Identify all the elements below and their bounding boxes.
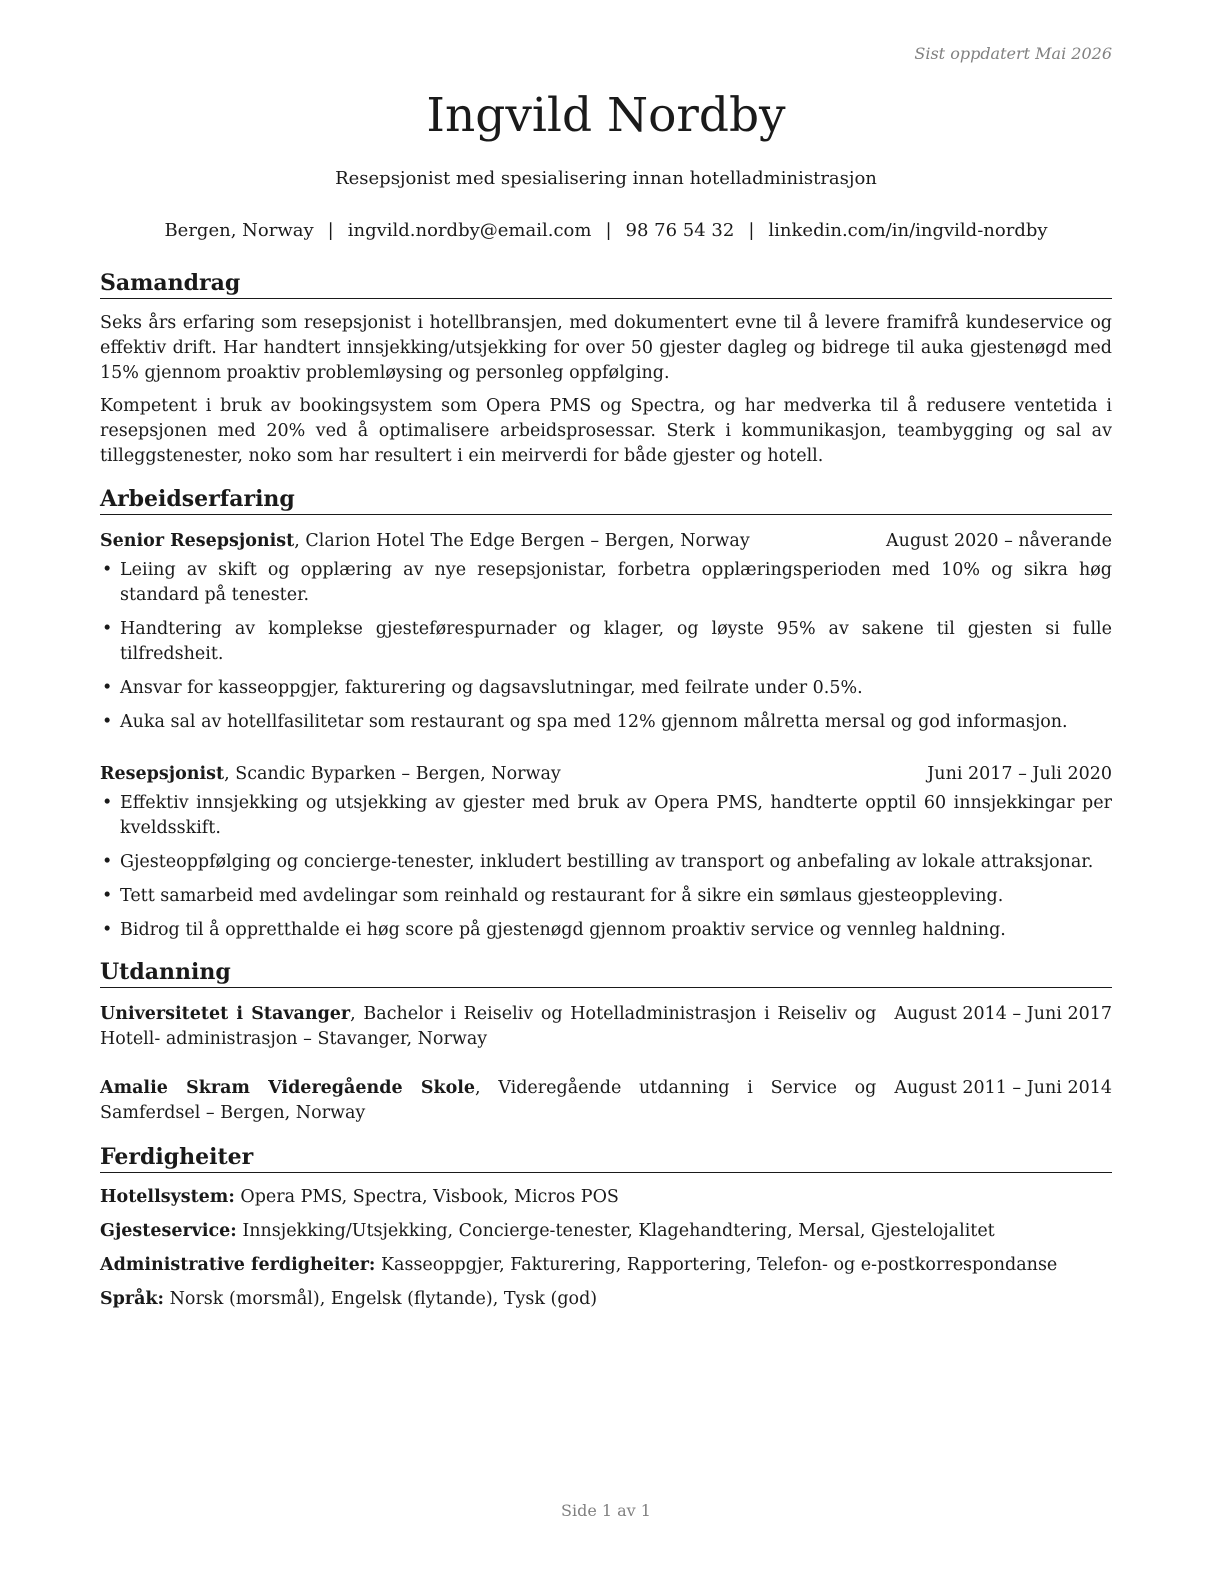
- education-entry: [100, 1076, 1112, 1126]
- tagline: Resepsjonist med spesialisering innan hotelladministrasjon: [335, 168, 877, 189]
- person-name: Ingvild Nordby: [426, 88, 786, 143]
- summary-paragraph: Kompetent i bruk av bookingsystem som Opera PMS og Spectra, og har medverka til å redusere ventetida i resepsjonen med 20% ved å optimalisere arbeidsprosessar. Sterk i kommunikasjon, teambygging og sal av tilleggstenester, noko som har resultert i ein meirverdi for både gjester og hotell.: [100, 396, 1112, 466]
- job-header: [100, 529, 1112, 554]
- section-title-summary: Samandrag: [100, 268, 1112, 299]
- section-title-experience: Arbeidserfaring: [100, 484, 1112, 515]
- job-bullet: • Gjesteoppfølging og concierge-tenester, inkludert bestilling av transport og anbefaling av lokale attraksjonar.: [100, 850, 1112, 875]
- education-detail: , Bachelor i Reiseliv og Hotelladministrasjon i Reiseliv og Hotell- administrasjon – Stavanger, Norway: [100, 1004, 877, 1049]
- skill-label: Administrative ferdigheiter:: [100, 1255, 376, 1275]
- skills-list: [100, 1185, 1112, 1312]
- job-title-line: [100, 529, 750, 554]
- job-bullet: • Bidrog til å oppretthalde ei høg score på gjestenøgd gjennom proaktiv service og vennleg haldning.: [100, 918, 1112, 943]
- resume-body: [100, 268, 1112, 1321]
- summary-paragraph: Seks års erfaring som resepsjonist i hotellbransjen, med dokumentert evne til å levere framifrå kundeservice og effektiv drift. Har handtert innsjekking/utsjekking for over 50 gjester dagleg og bidrege til auka gjestenøgd med 15% gjennom proaktiv problemløysing og personleg oppfølging.: [100, 313, 1112, 383]
- contact-separator: |: [605, 220, 612, 241]
- section-title-skills: Ferdigheiter: [100, 1142, 1112, 1173]
- job-dates: Juni 2017 – Juli 2020: [927, 764, 1112, 784]
- education-section: [100, 957, 1112, 1126]
- education-school: Universitetet i Stavanger: [100, 1004, 351, 1024]
- page-number: Side 1 av 1: [561, 1501, 651, 1520]
- section-title-education: Utdanning: [100, 957, 1112, 988]
- education-dates: August 2011 – Juni 2014: [894, 1078, 1112, 1098]
- contact-email[interactable]: ingvild.nordby@email.com: [347, 220, 592, 241]
- job-employer: , Clarion Hotel The Edge Bergen – Bergen, Norway: [294, 531, 750, 551]
- skill-value: Kasseoppgjer, Fakturering, Rapportering, Telefon- og e-postkorrespondanse: [375, 1255, 1058, 1275]
- job-bullet: • Handtering av komplekse gjesteførespurnader og klager, og løyste 95% av sakene til gjesten si fulle tilfredsheit.: [100, 617, 1112, 667]
- education-school: Amalie Skram Videregående Skole: [100, 1078, 476, 1098]
- skills-section: [100, 1142, 1112, 1312]
- job-bullet: • Leiing av skift og opplæring av nye resepsjonistar, forbetra opplæringsperioden med 10% og sikra høg standard på tenester.: [100, 558, 1112, 608]
- contact-linkedin[interactable]: linkedin.com/in/ingvild-nordby: [768, 220, 1048, 241]
- job-role: Senior Resepsjonist: [100, 531, 295, 551]
- job-bullet: • Auka sal av hotellfasilitetar som restaurant og spa med 12% gjennom målretta mersal og god informasjon.: [100, 710, 1112, 735]
- contact-separator: |: [327, 220, 334, 241]
- job-bullet: • Ansvar for kasseoppgjer, fakturering og dagsavslutningar, med feilrate under 0.5%.: [100, 676, 1112, 701]
- contact-line: [100, 220, 1112, 241]
- education-detail: , Videregående utdanning i Service og Samferdsel – Bergen, Norway: [100, 1078, 877, 1123]
- experience-section: [100, 484, 1112, 943]
- education-main: [100, 1002, 876, 1052]
- skill-row: [100, 1287, 1112, 1312]
- skill-label: Gjesteservice:: [100, 1221, 237, 1241]
- education-dates: August 2014 – Juni 2017: [894, 1004, 1112, 1024]
- job-employer: , Scandic Byparken – Bergen, Norway: [224, 764, 561, 784]
- education-main: [100, 1076, 876, 1126]
- last-updated: Sist oppdatert Mai 2026: [914, 44, 1112, 63]
- job-dates: August 2020 – nåverande: [886, 531, 1112, 551]
- skill-label: Språk:: [100, 1289, 165, 1309]
- education-entry: [100, 1002, 1112, 1052]
- skill-value: Opera PMS, Spectra, Visbook, Micros POS: [234, 1187, 619, 1207]
- job-title-line: [100, 762, 561, 787]
- skill-row: [100, 1185, 1112, 1210]
- job-header: [100, 762, 1112, 787]
- contact-separator: |: [748, 220, 755, 241]
- job-role: Resepsjonist: [100, 764, 225, 784]
- contact-location: Bergen, Norway: [164, 220, 314, 241]
- job-bullets: [100, 791, 1112, 943]
- resume-page: [100, 0, 1112, 1584]
- skill-label: Hotellsystem:: [100, 1187, 235, 1207]
- skill-value: Innsjekking/Utsjekking, Concierge-tenester, Klagehandtering, Mersal, Gjestelojalitet: [236, 1221, 995, 1241]
- job-bullets: [100, 558, 1112, 735]
- job-bullet: • Tett samarbeid med avdelingar som reinhald og restaurant for å sikre ein sømlaus gjesteoppleving.: [100, 884, 1112, 909]
- job-bullet: • Effektiv innsjekking og utsjekking av gjester med bruk av Opera PMS, handterte opptil 60 innsjekkingar per kveldsskift.: [100, 791, 1112, 841]
- skill-row: [100, 1253, 1112, 1278]
- skill-row: [100, 1219, 1112, 1244]
- summary-section: [100, 268, 1112, 469]
- skill-value: Norsk (morsmål), Engelsk (flytande), Tysk (god): [164, 1289, 598, 1309]
- contact-phone: 98 76 54 32: [625, 220, 735, 241]
